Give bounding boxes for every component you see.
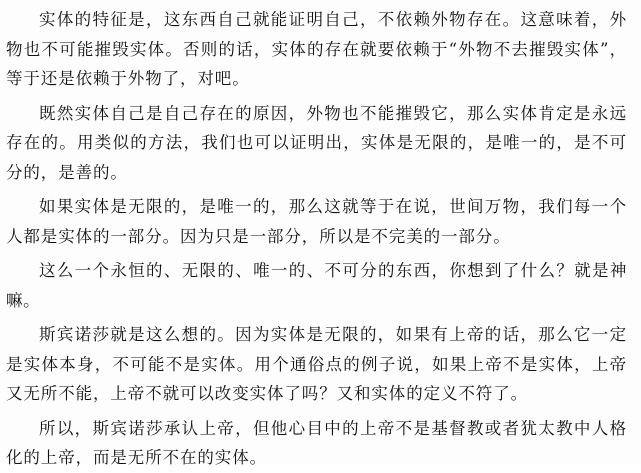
paragraph-substance-definition: 实体的特征是，这东西自己就能证明自己，不依赖外物存在。这意味着，外物也不可能摧毁实体。否则的话，实体的存在就要依赖于“外物不去摧毁实体”，等于还是依赖于外物了，对吧。 [6, 10, 627, 88]
paragraph-god-question: 这么一个永恒的、无限的、唯一的、不可分的东西，你想到了什么？就是神嘛。 [6, 261, 627, 310]
paragraph-conclusion: 所以，斯宾诺莎承认上帝，但他心目中的上帝不是基督教或者犹太教中人格化的上帝，而是无所不在的实体。 [6, 418, 627, 467]
paragraph-spinoza-god: 斯宾诺莎就是这么想的。因为实体是无限的，如果有上帝的话，那么它一定是实体本身，不可能不是实体。用个通俗点的例子说，如果上帝不是实体，上帝又无所不能，上帝不就可以改变实体了吗？又和实体的定义不符了。 [6, 325, 627, 403]
paragraph-substance-infinite: 如果实体是无限的，是唯一的，那么这就等于在说，世间万物，我们每一个人都是实体的一部分。因为只是一部分，所以是不完美的一部分。 [6, 197, 627, 246]
paragraph-substance-eternal: 既然实体自己是自己存在的原因，外物也不能摧毁它，那么实体肯定是永远存在的。用类似的方法，我们也可以证明出，实体是无限的，是唯一的，是不可分的，是善的。 [6, 103, 627, 182]
